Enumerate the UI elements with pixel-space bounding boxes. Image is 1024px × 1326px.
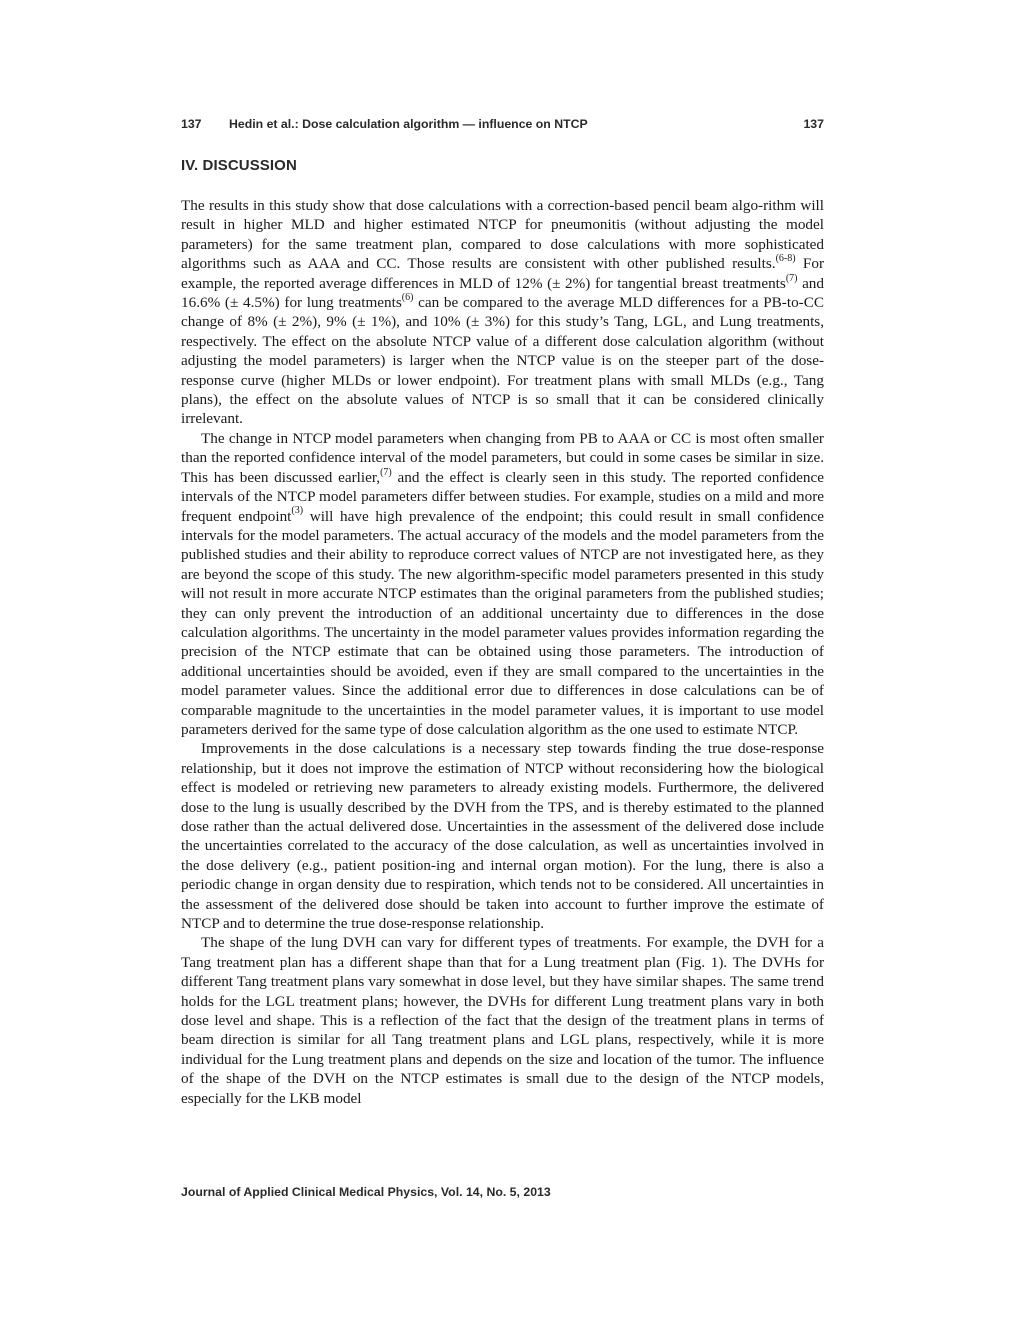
page-number-right: 137 (803, 117, 824, 131)
paragraph-text: The results in this study show that dose calculations with a correction-based pencil beam algo-rithm will result in higher MLD and higher estimated NTCP for pneumonitis (without adjusting the model parameters) for the same treatment plan, compared to dose calculations with more sophisticated algorithms such as AAA and CC. Those results are consistent with other published results. (181, 197, 824, 273)
paragraph-text: The change in NTCP model parameters when changing from PB to AAA or CC is most often smaller than the reported confidence interval of the model parameters, but could in some cases be similar in size. This has been discussed earlier, (181, 429, 824, 486)
paragraph-4: The shape of the lung DVH can vary for different types of treatments. For example, the DVH for a Tang treatment plan has a different shape than that for a Lung treatment plan (Fig. 1). The DVHs for different Tang treatment plans vary somewhat in dose level, but they have similar shapes. The same trend holds for the LGL treatment plans; however, the DVHs for different Lung treatment plans vary in both dose level and shape. This is a reflection of the fact that the design of the treatment plans in terms of beam direction is similar for all Tang treatment plans and LGL plans, respectively, while it is more individual for the Lung treatment plans and depends on the size and location of the tumor. The influence of the shape of the DVH on the NTCP estimates is small due to the design of the NTCP models, especially for the LKB model (181, 934, 824, 1107)
paragraph-3: Improvements in the dose calculations is a necessary step towards finding the true dose-response relationship, but it does not improve the estimation of NTCP without reconsidering how the biological effect is modeled or retrieving new parameters to already existing models. Furthermore, the delivered dose to the lung is usually described by the DVH from the TPS, and is thereby estimated to the planned dose rather than the actual delivered dose. Uncertainties in the assessment of the delivered dose include the uncertainties correlated to the accuracy of the dose calculation, as well as uncertainties involved in the dose delivery (e.g., patient position-ing and internal organ motion). For the lung, there is also a periodic change in organ density due to respiration, which tends not to be considered. All uncertainties in the assessment of the delivered dose should be taken into account to further improve the estimate of NTCP and to determine the true dose-response relationship. (181, 740, 824, 933)
paragraph-text: can be compared to the average MLD differences for a PB-to-CC change of 8% (± 2%), 9% (± 1%), and 10% (± 3%) for this study’s Tang, LGL, and Lung treatments, respectively. The effect on the absolute NTCP value of a different dose calculation algorithm (without adjusting the model parameters) is larger when the NTCP value is on the steeper part of the dose-response curve (higher MLDs or lower endpoint). For treatment plans with small MLDs (e.g., Tang plans), the effect on the absolute values of NTCP is so small that it can be considered clinically irrelevant. (181, 294, 824, 428)
paragraph-2 (181, 429, 824, 740)
paragraph-text: and 16.6% (± 4.5%) for lung treatments (181, 274, 824, 312)
journal-footer: Journal of Applied Clinical Medical Physics, Vol. 14, No. 5, 2013 (181, 1185, 551, 1199)
paragraph-text: For example, the reported average differences in MLD of 12% (± 2%) for tangential breast treatments (181, 255, 824, 292)
paragraph-text: and the effect is clearly seen in this study. The reported confidence intervals of the NTCP model parameters differ between studies. For example, studies on a mild and more frequent endpoint (181, 468, 824, 525)
running-header (181, 117, 824, 135)
page-number-left: 137 (181, 117, 202, 131)
citation-ref: (7) (785, 272, 798, 284)
citation-ref: (6) (401, 291, 414, 303)
article-body (181, 196, 824, 1108)
citation-ref: (7) (380, 466, 392, 478)
citation-ref: (3) (291, 505, 304, 517)
paragraph-text: will have high prevalence of the endpoint; this could result in small confidence intervals for the model parameters. The actual accuracy of the models and the model parameters from the published studies and their ability to reproduce correct values of NTCP are not investigated here, as they are beyond the scope of this study. The new algorithm-specific model parameters presented in this study will not result in more accurate NTCP estimates than the original parameters from the published studies; they can only prevent the introduction of an additional uncertainty due to differences in the dose calculation algorithms. The uncertainty in the model parameter values provides information regarding the precision of the NTCP estimate that can be obtained using those parameters. The introduction of additional uncertainties should be avoided, even if they are small compared to the uncertainties in the model parameter values. Since the additional error due to differences in dose calculations can be of comparable magnitude to the uncertainties in the model parameter values, it is important to use model parameters derived for the same type of dose calculation algorithm as the one used to estimate NTCP. (181, 507, 824, 738)
paragraph-1 (181, 196, 824, 429)
section-heading: IV. DISCUSSION (181, 157, 297, 174)
running-title: Hedin et al.: Dose calculation algorithm — influence on NTCP (229, 117, 588, 131)
citation-ref: (6-8) (775, 253, 796, 265)
